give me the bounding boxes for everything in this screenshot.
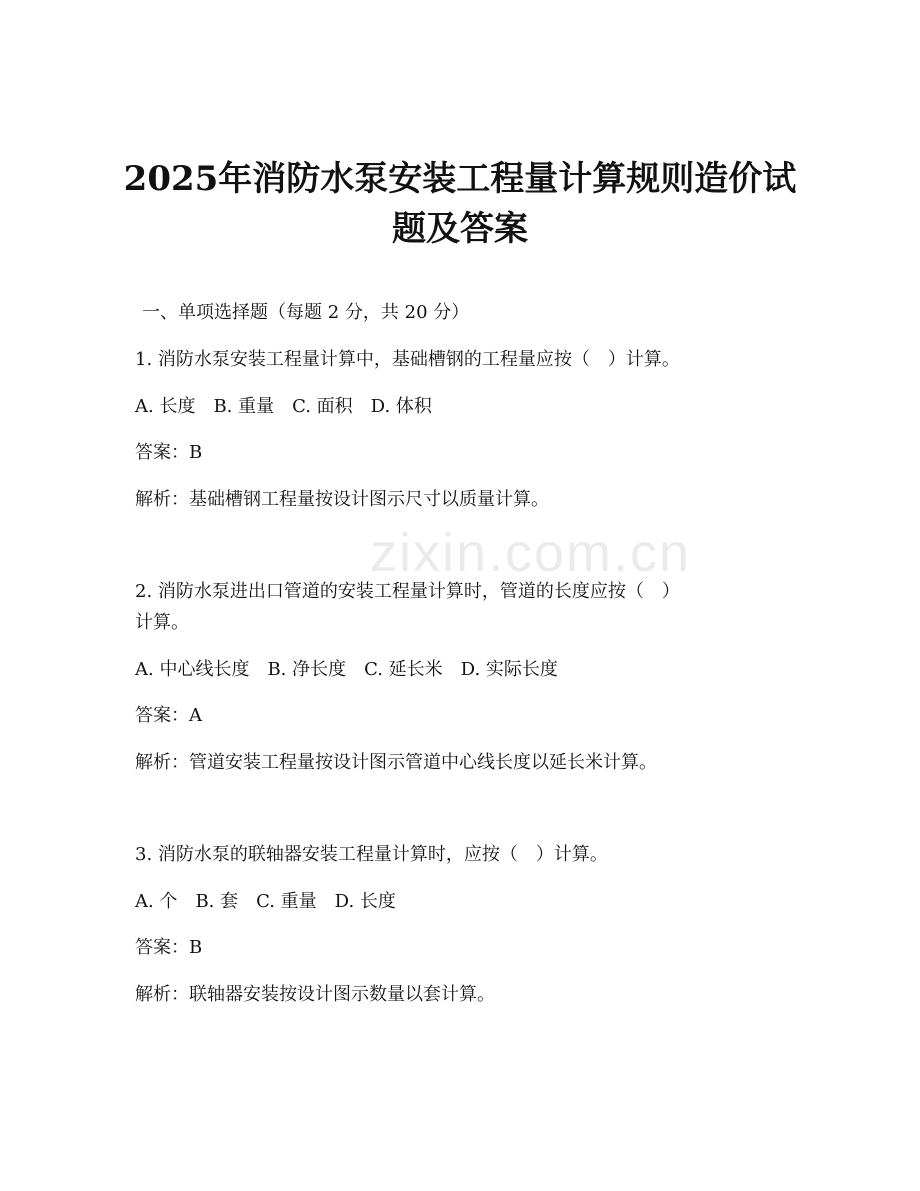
question-1-answer: 答案：B (135, 442, 203, 463)
question-1-analysis: 解析：基础槽钢工程量按设计图示尺寸以质量计算。 (135, 489, 549, 510)
watermark: zixin.com.cn (370, 523, 692, 583)
document-title-line-2: 题及答案 (392, 209, 528, 249)
question-2-analysis: 解析：管道安装工程量按设计图示管道中心线长度以延长米计算。 (135, 752, 657, 773)
question-2-stem-line-1: 2. 消防水泵进出口管道的安装工程量计算时，管道的长度应按（ ） (135, 581, 680, 602)
question-2-answer: 答案：A (135, 705, 202, 726)
question-2-options: A. 中心线长度 B. 净长度 C. 延长米 D. 实际长度 (135, 659, 558, 680)
question-3-options: A. 个 B. 套 C. 重量 D. 长度 (135, 891, 396, 912)
question-2-stem-line-2: 计算。 (135, 612, 189, 633)
question-3-stem: 3. 消防水泵的联轴器安装工程量计算时，应按（ ）计算。 (135, 844, 608, 865)
question-3-answer: 答案：B (135, 937, 203, 958)
document-title-line-1: 2025年消防水泵安装工程量计算规则造价试 (123, 159, 797, 199)
question-1-stem: 1. 消防水泵安装工程量计算中，基础槽钢的工程量应按（ ）计算。 (135, 349, 680, 370)
question-3-analysis: 解析：联轴器安装按设计图示数量以套计算。 (135, 984, 495, 1005)
section-heading: 一、单项选择题（每题 2 分，共 20 分） (142, 302, 470, 323)
question-1-options: A. 长度 B. 重量 C. 面积 D. 体积 (135, 396, 432, 417)
